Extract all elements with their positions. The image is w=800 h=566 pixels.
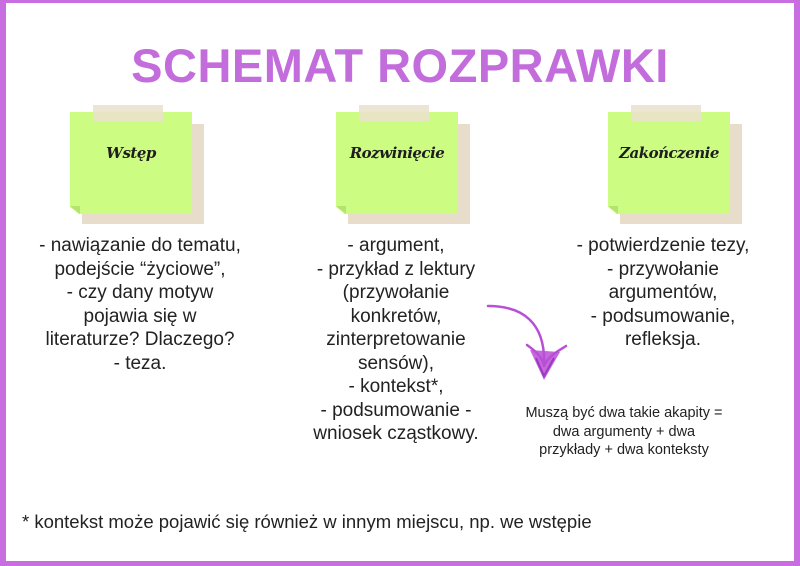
curved-arrow-icon	[470, 300, 580, 400]
list-item: zinterpretowanie	[326, 329, 466, 350]
callout-note	[505, 404, 743, 460]
list-item: - teza.	[113, 352, 167, 374]
list-item: argumentów,	[608, 282, 718, 303]
list-item: - przywołanie	[607, 258, 719, 280]
sticky-note-icon	[336, 112, 476, 227]
callout-line: przykłady + dwa konteksty	[539, 442, 709, 458]
list-item: konkretów,	[350, 305, 442, 327]
footnote: * kontekst może pojawić się również w innym miejscu, np. we wstępie	[22, 511, 592, 532]
list-item: - kontekst*,	[348, 376, 444, 397]
list-item: - potwierdzenie tezy,	[576, 235, 750, 256]
note-paper	[70, 112, 192, 214]
note-paper	[336, 112, 458, 214]
zakonczenie-list	[552, 234, 774, 352]
list-item: pojawia się w	[83, 305, 197, 327]
sticky-note-icon	[608, 112, 748, 227]
heading-wstep: Wstęp	[106, 144, 156, 162]
list-item: podejście “życiowe”,	[54, 258, 226, 280]
list-item: - argument,	[347, 235, 445, 256]
wstep-list	[20, 234, 260, 375]
heading-rozwiniecie: Rozwinięcie	[349, 144, 445, 162]
tape-icon	[631, 105, 701, 121]
list-item: - przykład z lektury	[316, 258, 476, 280]
list-item: refleksja.	[624, 329, 702, 350]
list-item: - podsumowanie,	[590, 305, 736, 327]
list-item: - podsumowanie -	[320, 399, 472, 421]
callout-line: dwa argumenty + dwa	[552, 423, 696, 440]
tape-icon	[359, 105, 429, 121]
list-item: (przywołanie	[342, 282, 450, 303]
heading-zakonczenie: Zakończenie	[619, 144, 719, 162]
list-item: literaturze? Dlaczego?	[45, 329, 235, 350]
list-item: - czy dany motyw	[66, 282, 214, 303]
list-item: sensów),	[357, 352, 435, 374]
list-item: wniosek cząstkowy.	[313, 423, 479, 444]
page-title: SCHEMAT ROZPRAWKI	[131, 39, 669, 92]
tape-icon	[93, 105, 163, 121]
callout-line: Muszą być dwa takie akapity =	[525, 405, 723, 421]
note-paper	[608, 112, 730, 214]
rozwiniecie-list	[296, 234, 496, 446]
sticky-note-icon	[70, 112, 210, 227]
list-item: - nawiązanie do tematu,	[39, 235, 241, 256]
